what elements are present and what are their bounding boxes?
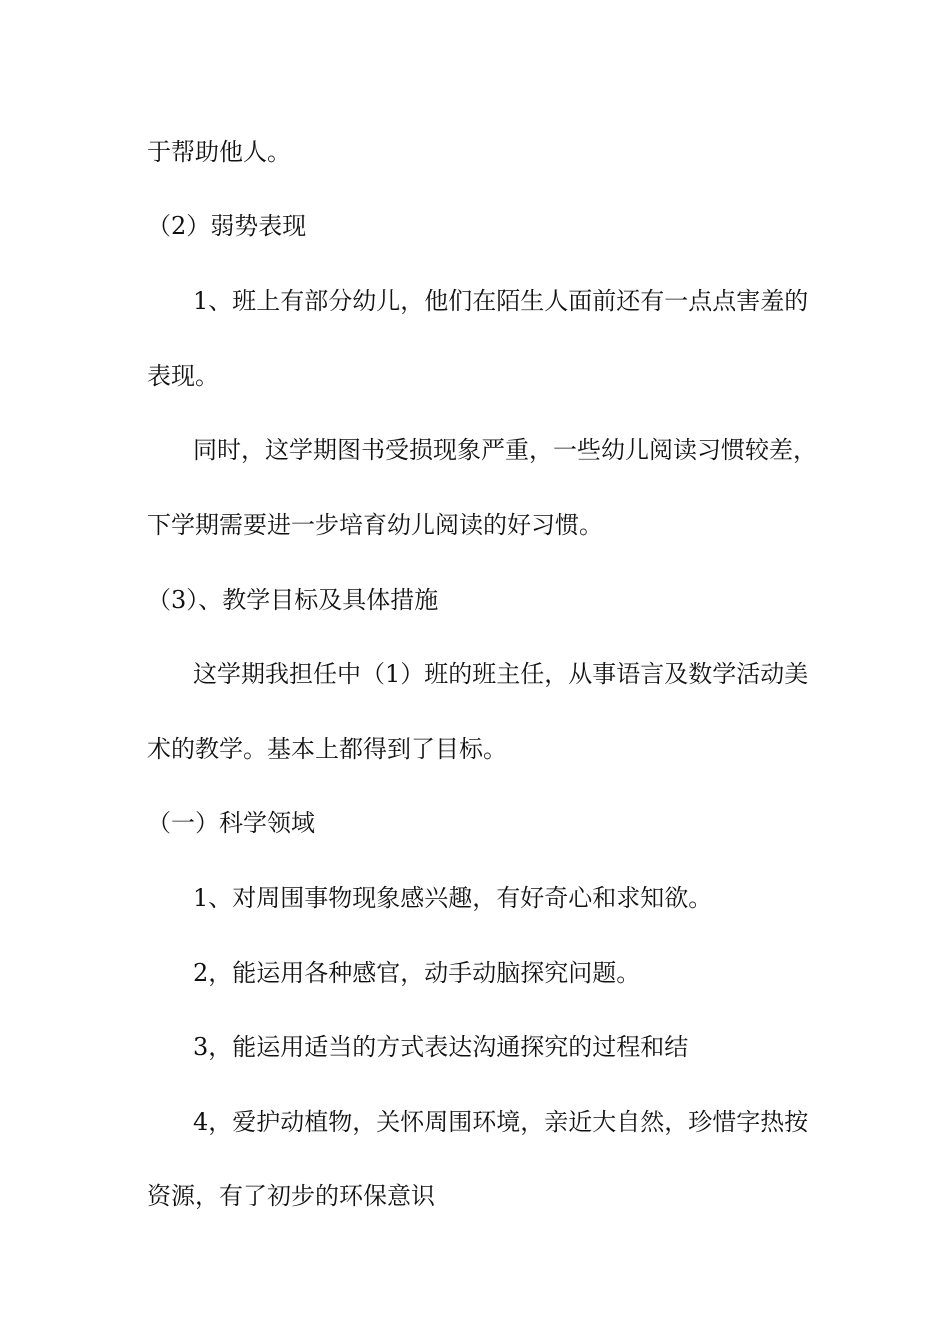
section-heading-weakness: （2）弱势表现	[147, 212, 307, 240]
list-item: 4，爱护动植物，关怀周围环境，亲近大自然，珍惜字热按	[193, 1108, 809, 1136]
paragraph-line: 1、班上有部分幼儿，他们在陌生人面前还有一点点害羞的	[193, 287, 809, 315]
paragraph-continuation-line: 下学期需要进一步培育幼儿阅读的好习惯。	[147, 511, 603, 539]
paragraph-continuation-line: 术的教学。基本上都得到了目标。	[147, 735, 507, 763]
list-item: 2，能运用各种感官，动手动脑探究问题。	[193, 959, 641, 987]
paragraph-continuation-line: 表现。	[147, 362, 219, 390]
paragraph-line: 这学期我担任中（1）班的班主任，从事语言及数学活动美	[193, 660, 809, 688]
paragraph-continuation-line: 于帮助他人。	[147, 138, 291, 166]
section-heading-science: （一）科学领域	[147, 809, 315, 837]
paragraph-continuation-line: 资源，有了初步的环保意识	[147, 1182, 435, 1210]
paragraph-line: 同时，这学期图书受损现象严重，一些幼儿阅读习惯较差，	[193, 436, 817, 464]
section-heading-goals: （3）、教学目标及具体措施	[147, 586, 439, 614]
list-item: 1、对周围事物现象感兴趣，有好奇心和求知欲。	[193, 884, 713, 912]
list-item: 3，能运用适当的方式表达沟通探究的过程和结	[193, 1033, 689, 1061]
